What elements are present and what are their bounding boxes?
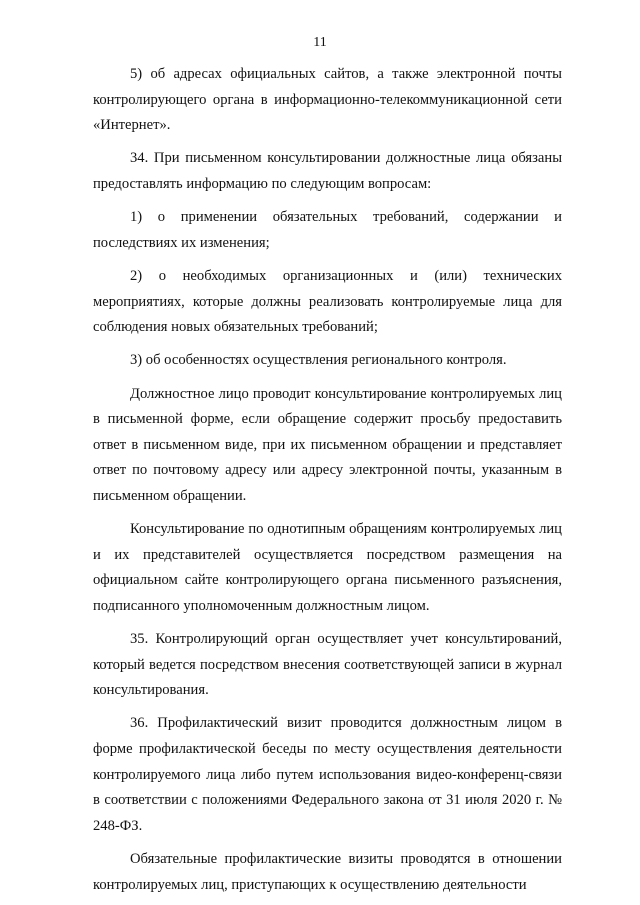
paragraph-official-written-form: Должностное лицо проводит консультирование контролируемых лиц в письменной форме, если обращение содержит просьбу предоставить ответ в письменном виде, при их письменном обращении и представляет ответ по почтовому адресу или адресу электронной почты, указанным в письменном обращении. xyxy=(93,385,562,504)
paragraph-35-accounting: 35. Контролирующий орган осуществляет учет консультирований, который ведется посредством внесения соответствующей записи в журнал консультирования. xyxy=(93,631,562,699)
paragraph-mandatory-visits: Обязательные профилактические визиты проводятся в отношении контролируемых лиц, приступающих к осуществлению деятельности xyxy=(93,850,562,893)
paragraph-item-2-measures: 2) о необходимых организационных и (или) технических мероприятиях, которые должны реализовать контролируемые лица для соблюдения новых обязательных требований; xyxy=(93,267,562,336)
paragraph-item-5-official-sites: 5) об адресах официальных сайтов, а также электронной почты контролирующего органа в информационно-телекоммуникационной сети «Интернет». xyxy=(93,66,562,134)
paragraph-36-preventive-visit: 36. Профилактический визит проводится должностным лицом в форме профилактической беседы по месту осуществления деятельности контролируемого лица либо путем использования видео-конференц-связи в соответствии с положениями Федерального закона от 31 июля 2020 г. № 248-ФЗ. xyxy=(93,715,562,834)
paragraph-item-3-regional-control: 3) об особенностях осуществления регионального контроля. xyxy=(130,352,507,369)
paragraph-similar-requests: Консультирование по однотипным обращениям контролируемых лиц и их представителей осуществляется посредством размещения на официальном сайте контролирующего органа письменного разъяснения, подписанного уполномоченным должностным лицом. xyxy=(93,521,562,614)
paragraph-34-written-consulting: 34. При письменном консультировании должностные лица обязаны предоставлять информацию по следующим вопросам: xyxy=(93,150,562,192)
document-body xyxy=(93,62,562,898)
page-number: 11 xyxy=(313,35,327,50)
paragraph-item-1-requirements: 1) о применении обязательных требований, содержании и последствиях их изменения; xyxy=(93,209,562,251)
